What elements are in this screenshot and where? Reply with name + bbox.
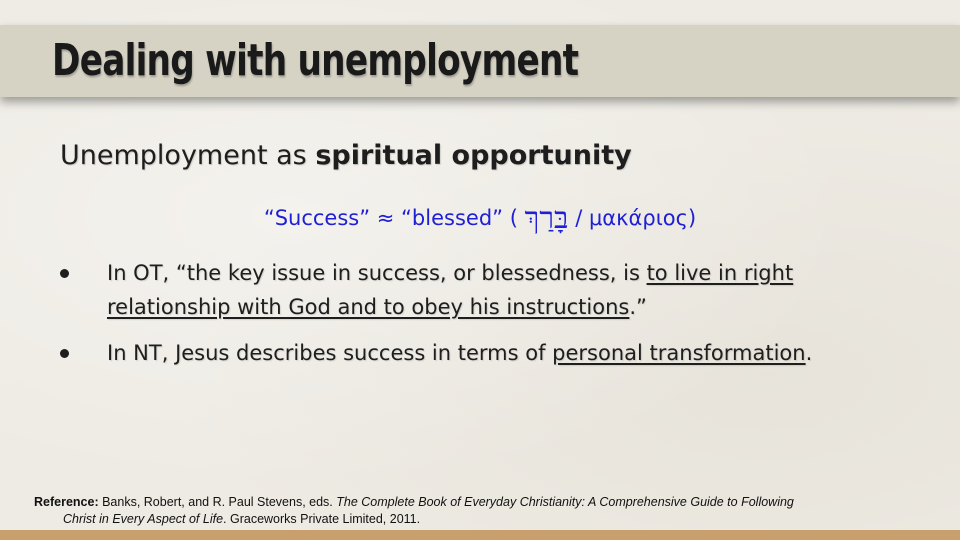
bullet-dot-icon <box>60 349 69 358</box>
bottom-accent-bar <box>0 530 960 540</box>
reference-citation <box>34 494 934 528</box>
reference-label: Reference: <box>34 495 99 509</box>
slide-subtitle <box>60 138 632 174</box>
blessed-suffix: / μακάριος) <box>568 206 697 230</box>
bullet-ot-text: In OT, “the key issue in success, or blessedness, is <box>107 261 647 285</box>
bullet-nt <box>60 336 880 370</box>
hebrew-word: בָּרַךְ <box>524 201 569 236</box>
subtitle-prefix: Unemployment as <box>60 140 316 171</box>
success-blessed-line <box>0 199 960 238</box>
bullet-dot-icon <box>60 269 69 278</box>
title-band <box>0 25 960 97</box>
bullet-ot-underlined: to live in right relationship with God and to obey his instructions <box>107 261 794 319</box>
bullet-nt-text: In NT, Jesus describes success in terms of <box>107 341 553 365</box>
reference-book-title-line1: The Complete Book of Everyday Christianity: A Comprehensive Guide to Following <box>336 495 794 509</box>
reference-publisher: . Graceworks Private Limited, 2011. <box>223 512 421 526</box>
bullet-ot <box>60 256 880 324</box>
bullet-list <box>60 256 880 382</box>
reference-book-title-line2: Christ in Every Aspect of Life <box>63 512 224 526</box>
reference-authors: Banks, Robert, and R. Paul Stevens, eds. <box>98 495 337 509</box>
blessed-prefix: “Success” ≈ “blessed” ( <box>263 206 525 230</box>
subtitle-bold: spiritual opportunity <box>315 140 632 171</box>
bullet-ot-end: .” <box>629 295 647 319</box>
bullet-nt-underlined: personal transformation <box>552 341 806 365</box>
reference-continuation <box>34 512 420 526</box>
slide-title: Dealing with unemployment <box>52 35 579 86</box>
bullet-nt-end: . <box>805 341 813 365</box>
